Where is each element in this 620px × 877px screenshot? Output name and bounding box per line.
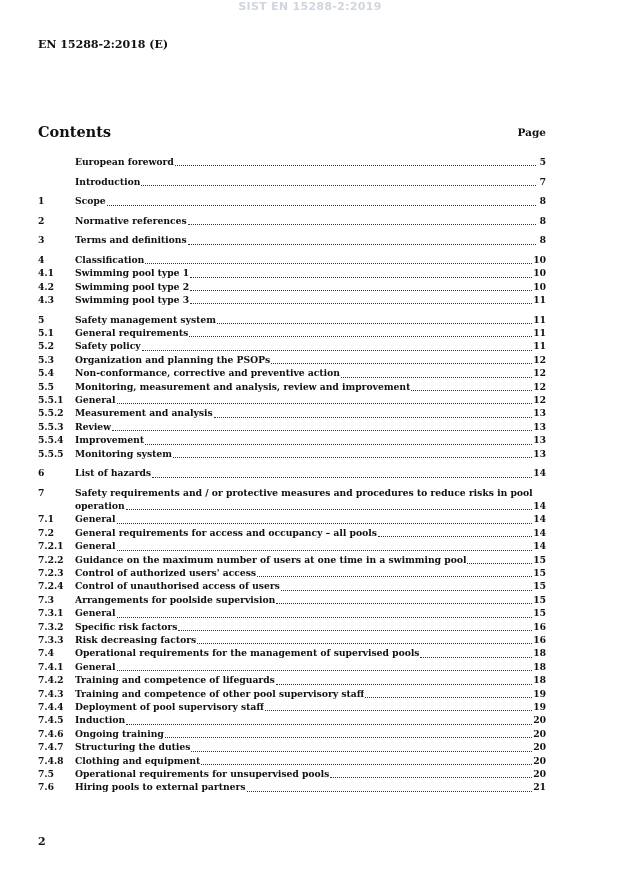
toc-entry-page: 14 [533,527,546,539]
toc-entry[interactable] [38,267,546,280]
toc-entry-number: 7.3.2 [38,621,64,633]
dot-leader [214,417,533,418]
page-number: 2 [38,835,46,848]
toc-entry-page: 12 [533,354,546,366]
toc-entry-page: 18 [533,661,546,673]
toc-entry-title: operation [75,501,125,513]
toc-entry-page: 16 [533,634,546,646]
toc-entry[interactable] [38,540,546,553]
toc-entry[interactable] [38,354,546,367]
toc-entry-page: 18 [533,675,546,687]
toc-entry[interactable] [38,314,546,327]
toc-entry-title: Scope [75,196,106,208]
toc-entry-number: 7.4.2 [38,675,64,687]
toc-entry-number: 7.3.1 [38,608,64,620]
toc-entry-title: Control of unauthorised access of users [75,581,280,593]
toc-entry-title: Operational requirements for unsupervised pools [75,768,330,780]
toc-entry[interactable] [38,195,546,208]
toc-entry[interactable] [38,781,546,794]
toc-entry-title: Control of authorized users' access [75,568,257,580]
dot-leader [420,657,532,658]
toc-entry-page: 11 [533,341,546,353]
dot-leader [117,403,533,404]
dot-leader [217,323,532,324]
toc-entry[interactable] [38,594,546,607]
toc-entry-number: 7.4.6 [38,728,64,740]
page-column-label: Page [517,127,546,139]
toc-entry-number: 7.2.2 [38,554,64,566]
toc-entry[interactable] [38,394,546,407]
toc-entry[interactable] [38,607,546,620]
toc-entry[interactable] [38,580,546,593]
dot-leader [197,643,532,644]
toc-entry-number: 7.4.3 [38,688,64,700]
toc-entry[interactable] [38,567,546,580]
toc-entry-page: 20 [533,728,546,740]
dot-leader [165,737,532,738]
dot-leader [175,165,536,166]
toc-entry[interactable] [38,688,546,701]
dot-leader [145,444,532,445]
toc-entry[interactable] [38,500,546,513]
toc-entry-title: Operational requirements for the management of supervised pools [75,648,420,660]
toc-entry-page: 14 [533,501,546,513]
toc-entry[interactable] [38,554,546,567]
toc-entry[interactable] [38,340,546,353]
document-id: EN 15288-2:2018 (E) [38,38,169,51]
toc-entry-number: 7.3.3 [38,634,64,646]
toc-entry-number: 5.5 [38,381,54,393]
toc-entry[interactable] [38,234,546,247]
toc-entry-title: Improvement [75,435,145,447]
toc-entry-page: 13 [533,408,546,420]
dot-leader [107,205,536,206]
toc-entry-page: 14 [533,468,546,480]
toc-entry-title: General requirements [75,328,189,340]
toc-entry[interactable] [38,281,546,294]
toc-entry-title: Induction [75,715,126,727]
toc-entry-page: 19 [533,688,546,700]
toc-entry-title: Swimming pool type 1 [75,268,190,280]
toc-entry-page: 15 [533,554,546,566]
dot-leader [117,617,533,618]
toc-entry-title: Arrangements for poolside supervision [75,594,276,606]
toc-entry-page: 13 [533,435,546,447]
table-of-contents [38,156,546,795]
toc-entry-page: 7 [539,176,546,188]
toc-entry-page: 13 [533,448,546,460]
toc-entry-title: Training and competence of other pool supervisory staff [75,688,365,700]
toc-entry-number: 5.5.1 [38,394,64,406]
toc-entry-page: 15 [533,581,546,593]
toc-entry[interactable] [38,421,546,434]
toc-entry-title: General requirements for access and occupancy – all pools [75,527,377,539]
dot-leader [112,430,532,431]
toc-entry-page: 19 [533,701,546,713]
toc-entry[interactable] [38,367,546,380]
toc-entry-title: Monitoring system [75,448,172,460]
toc-entry-title: Swimming pool type 3 [75,295,190,307]
toc-entry-title: Measurement and analysis [75,408,213,420]
toc-entry-title: Training and competence of lifeguards [75,675,275,687]
dot-leader [190,277,532,278]
toc-entry-number: 5.3 [38,354,54,366]
toc-entry-page: 11 [533,295,546,307]
toc-entry-number: 7.4.1 [38,661,64,673]
toc-entry-title: Organization and planning the PSOPs [75,354,271,366]
dot-leader [201,764,532,765]
toc-entry-page: 12 [533,368,546,380]
toc-entry-page: 11 [533,314,546,326]
toc-entry[interactable] [38,215,546,228]
toc-entry-number: 7.2.3 [38,568,64,580]
toc-entry[interactable] [38,634,546,647]
toc-entry-title: Introduction [75,176,141,188]
toc-entry-number: 7.4 [38,648,54,660]
dot-leader [188,224,536,225]
toc-entry[interactable] [38,647,546,660]
toc-entry-page: 14 [533,514,546,526]
dot-leader [191,751,532,752]
toc-entry-page: 13 [533,421,546,433]
toc-entry-number: 5.5.4 [38,435,64,447]
toc-entry-title: Terms and definitions [75,235,187,247]
dot-leader [117,550,533,551]
toc-entry-number: 5.5.3 [38,421,64,433]
toc-entry-title: Hiring pools to external partners [75,782,246,794]
toc-entry-title: Risk decreasing factors [75,634,197,646]
toc-entry-title: Safety management system [75,314,216,326]
toc-entry-title: Ongoing training [75,728,164,740]
dot-leader [411,390,532,391]
toc-entry-number: 7.4.4 [38,701,64,713]
toc-entry[interactable] [38,741,546,754]
contents-heading: Contents [38,124,112,141]
toc-entry-number: 5.4 [38,368,54,380]
dot-leader [247,791,533,792]
toc-entry-number: 7.2.1 [38,541,64,553]
toc-entry-title: General [75,514,116,526]
toc-entry[interactable] [38,487,546,500]
toc-entry[interactable] [38,434,546,447]
dot-leader [126,724,532,725]
toc-entry-page: 14 [533,541,546,553]
toc-entry[interactable] [38,407,546,420]
dot-leader [189,336,532,337]
toc-entry-title: Normative references [75,215,187,227]
toc-entry-number: 4.1 [38,268,54,280]
toc-entry-number: 2 [38,215,45,227]
dot-leader [188,244,536,245]
toc-entry-page: 8 [539,235,546,247]
toc-entry[interactable] [38,714,546,727]
toc-entry-page: 10 [533,281,546,293]
toc-entry-number: 4.2 [38,281,54,293]
toc-entry[interactable] [38,156,546,169]
toc-entry[interactable] [38,621,546,634]
toc-entry-page: 8 [539,215,546,227]
toc-entry[interactable] [38,527,546,540]
toc-entry-number: 7.4.7 [38,742,64,754]
toc-entry-number: 5 [38,314,45,326]
toc-entry[interactable] [38,674,546,687]
dot-leader [190,290,532,291]
toc-entry-number: 4.3 [38,295,54,307]
toc-entry[interactable] [38,728,546,741]
toc-entry-page: 20 [533,768,546,780]
toc-entry-page: 11 [533,328,546,340]
toc-entry-number: 7.6 [38,782,54,794]
toc-entry[interactable] [38,701,546,714]
toc-entry-title: List of hazards [75,468,152,480]
dot-leader [117,670,533,671]
dot-leader [152,477,532,478]
toc-entry-title: Swimming pool type 2 [75,281,190,293]
toc-entry-page: 10 [533,254,546,266]
toc-entry[interactable] [38,381,546,394]
toc-entry-page: 18 [533,648,546,660]
toc-entry[interactable] [38,448,546,461]
toc-entry-number: 7.4.8 [38,755,64,767]
toc-entry[interactable] [38,327,546,340]
toc-entry-number: 5.5.2 [38,408,64,420]
toc-entry-page: 20 [533,715,546,727]
dot-leader [145,263,532,264]
toc-entry-page: 10 [533,268,546,280]
toc-entry-title: General [75,394,116,406]
watermark: SIST EN 15288-2:2019 [238,0,382,13]
toc-entry-title: Classification [75,254,145,266]
toc-entry-number: 7.1 [38,514,54,526]
toc-entry-page: 15 [533,608,546,620]
toc-entry-page: 20 [533,755,546,767]
toc-entry-title: Safety requirements and / or protective measures and procedures to reduce risks in pool [75,487,533,499]
toc-entry-title: Structuring the duties [75,742,191,754]
dot-leader [271,363,532,364]
toc-entry-title: Safety policy [75,341,141,353]
toc-entry[interactable] [38,176,546,189]
toc-entry[interactable] [38,661,546,674]
toc-entry-title: Deployment of pool supervisory staff [75,701,264,713]
toc-entry-number: 4 [38,254,45,266]
toc-entry-number: 7.2 [38,527,54,539]
toc-entry-page: 5 [539,156,546,168]
toc-entry-page: 15 [533,568,546,580]
toc-entry-title: Guidance on the maximum number of users at one time in a swimming pool [75,554,467,566]
toc-entry-title: Clothing and equipment [75,755,201,767]
toc-entry-page: 20 [533,742,546,754]
toc-entry-title: European foreword [75,156,174,168]
toc-entry-title: Specific risk factors [75,621,178,633]
dot-leader [190,303,532,304]
toc-entry-page: 16 [533,621,546,633]
toc-entry-page: 21 [533,782,546,794]
dot-leader [330,777,532,778]
dot-leader [178,630,532,631]
toc-entry-number: 5.1 [38,328,54,340]
toc-entry-title: Review [75,421,112,433]
toc-entry-number: 7.2.4 [38,581,64,593]
dot-leader [281,590,532,591]
toc-entry[interactable] [38,768,546,781]
toc-entry[interactable] [38,294,546,307]
toc-entry-title: Monitoring, measurement and analysis, review and improvement [75,381,411,393]
toc-entry-page: 15 [533,594,546,606]
dot-leader [173,457,532,458]
dot-leader [276,603,532,604]
toc-entry-title: Non-conformance, corrective and preventive action [75,368,340,380]
toc-entry-number: 7 [38,487,45,499]
toc-entry-title: General [75,661,116,673]
toc-entry[interactable] [38,254,546,267]
dot-leader [117,523,533,524]
toc-entry-title: General [75,541,116,553]
toc-entry-number: 7.4.5 [38,715,64,727]
dot-leader [141,185,536,186]
dot-leader [341,377,532,378]
toc-entry-page: 12 [533,381,546,393]
toc-entry[interactable] [38,755,546,768]
toc-entry-number: 6 [38,468,45,480]
toc-entry-page: 8 [539,196,546,208]
toc-entry-number: 7.3 [38,594,54,606]
dot-leader [257,576,532,577]
toc-entry-title: General [75,608,116,620]
dot-leader [265,710,532,711]
dot-leader [142,350,533,351]
toc-entry[interactable] [38,467,546,480]
toc-entry-number: 3 [38,235,45,247]
toc-entry-number: 7.5 [38,768,54,780]
dot-leader [276,684,532,685]
toc-entry-number: 5.2 [38,341,54,353]
dot-leader [365,697,532,698]
dot-leader [378,536,532,537]
toc-entry-page: 12 [533,394,546,406]
toc-entry-number: 1 [38,196,45,208]
toc-entry-number: 5.5.5 [38,448,64,460]
toc-entry[interactable] [38,513,546,526]
dot-leader [126,509,532,510]
dot-leader [467,563,532,564]
